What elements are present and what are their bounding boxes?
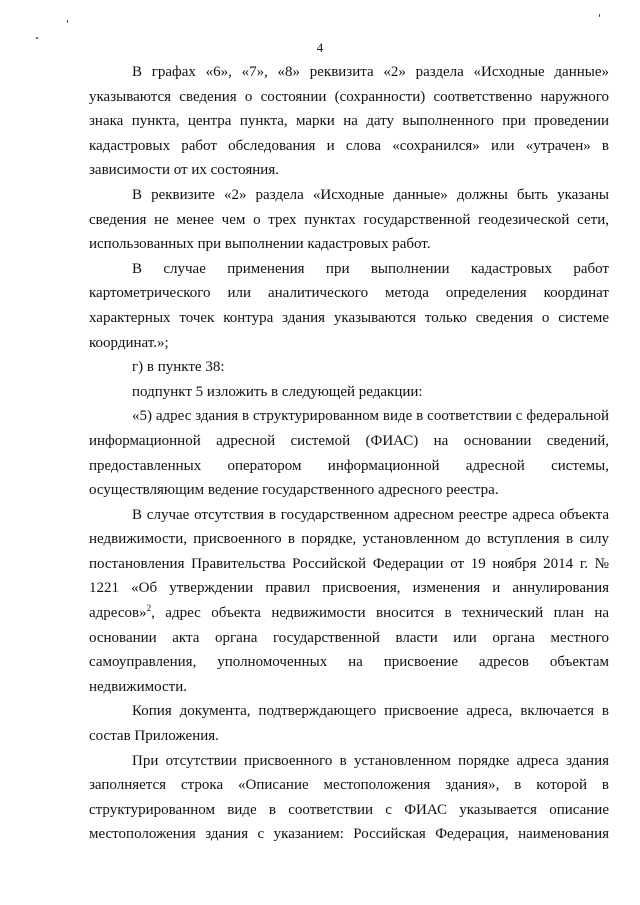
paragraph-1: В графах «6», «7», «8» реквизита «2» раздела «Исходные данные» указываются сведения о состоянии (сохранности) соответственно наружного знака пункта, центра пункта, марки на дату выполненного при проведении кадастровых работ обследования и слова «сохранился» или «утрачен» в зависимости от их состояния. [89, 64, 609, 179]
paragraph-7-text: В случае отсутствия в государственном адресном реестре адреса объекта недвижимости, присвоенного в порядке, установленном до вступления в силу постановления Правительства Российской Федерации от 19 ноября 2014 г. № 1221 «Об утверждении правил присвоения, изменения и аннулирования адресов» [89, 506, 609, 622]
paragraph-9: При отсутствии присвоенного в установленном порядке адреса здания заполняется строка «Описание местоположения здания», в которой в структурированном виде в соответствии с ФИАС указывается описание местоположения здания с указанием: Российская Федерация, наименования [89, 752, 609, 843]
document-body [89, 60, 609, 847]
paragraph-6: «5) адрес здания в структурированном виде в соответствии с федеральной информационной адресной системой (ФИАС) на основании сведений, предоставленных оператором информационной адресной системы, осуществляющим ведение государственного адресного реестра. [89, 408, 609, 499]
scan-speck [36, 37, 38, 39]
paragraph-7 [89, 503, 609, 700]
paragraph-8: Копия документа, подтверждающего присвоение адреса, включается в состав Приложения. [89, 703, 609, 745]
footnote-ref: 2 [146, 603, 152, 614]
paragraph-5: подпункт 5 изложить в следующей редакции: [132, 383, 423, 400]
paragraph-4: г) в пункте 38: [132, 359, 225, 376]
scan-speck [599, 14, 600, 17]
scan-speck [67, 20, 68, 23]
paragraph-3: В случае применения при выполнении кадастровых работ картометрического или аналитического метода определения координат характерных точек контура здания указываются только сведения о системе координат.»; [89, 260, 609, 351]
paragraph-7-tail: , адрес объекта недвижимости вносится в технический план на основании акта органа государственной власти или органа местного самоуправления, уполномоченных на присвоение адресов объектам недвижимости. [89, 605, 609, 695]
paragraph-2: В реквизите «2» раздела «Исходные данные» должны быть указаны сведения не менее чем о трех пунктах государственной геодезической сети, использованных при выполнении кадастровых работ. [89, 186, 609, 253]
page-number: 4 [316, 40, 324, 55]
